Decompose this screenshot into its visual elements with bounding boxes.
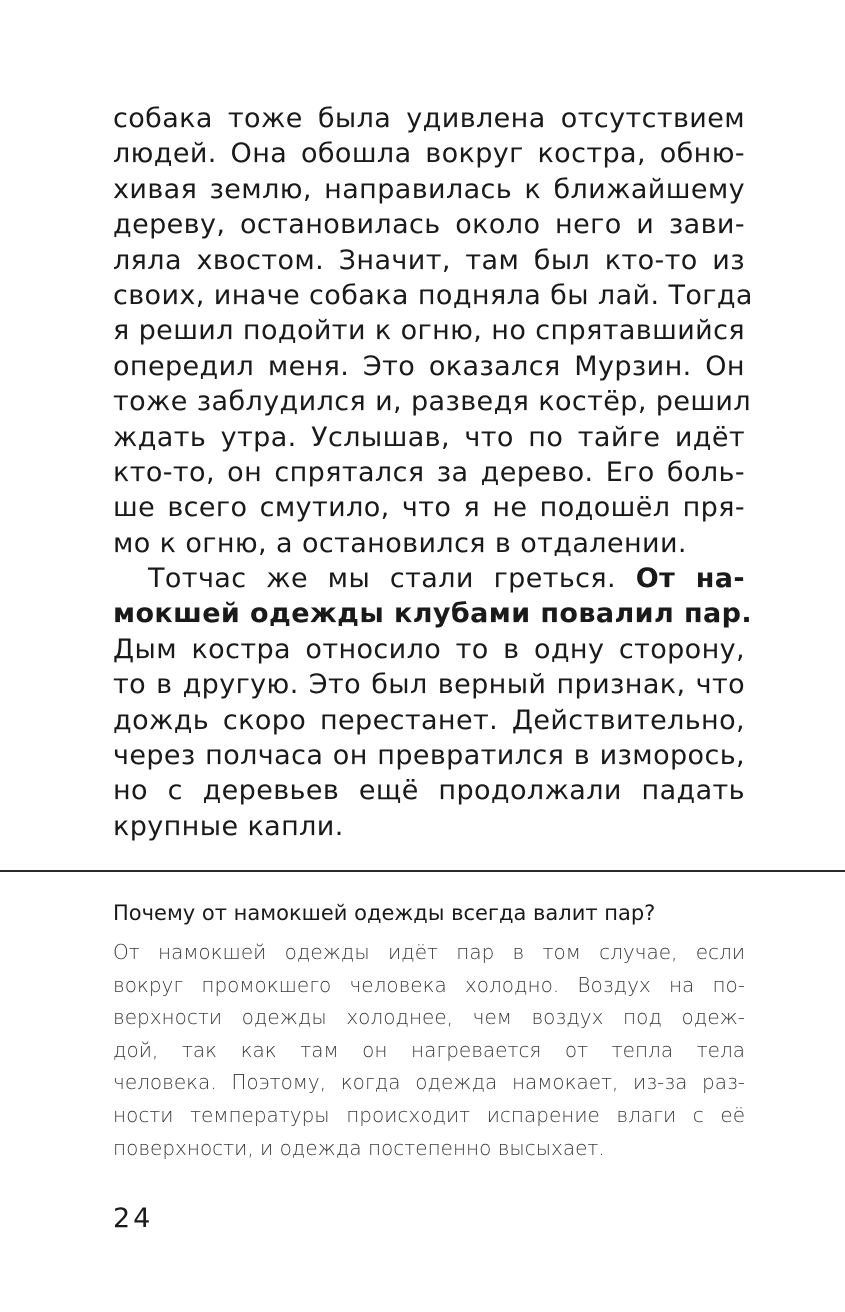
section-divider — [0, 870, 845, 872]
story-line: кто-то, он спрятался за дерево. Его боль- — [113, 456, 745, 488]
story-line: ждать утра. Услышав, что по тайге идёт — [113, 421, 745, 453]
story-line: Дым костра относило то в одну сторону, — [113, 633, 745, 665]
story-line: людей. Она обошла вокруг костра, обню- — [113, 138, 745, 170]
story-line: но с деревьев ещё продолжали падать — [113, 775, 745, 807]
infobox-line: ности температуры происходит испарение влаги с её — [113, 1102, 745, 1127]
story-line-bold: мокшей одежды клубами повалил пар. — [113, 598, 753, 630]
story-text-bold: От на- — [635, 563, 745, 595]
story-line: дереву, остановилась около него и зави- — [113, 209, 745, 241]
story-line: опередил меня. Это оказался Мурзин. Он — [113, 350, 745, 382]
story-line: через полчаса он превратился в изморось, — [113, 740, 745, 772]
story-line: ше всего смутило, что я не подошёл пря- — [113, 492, 745, 524]
story-line — [113, 561, 745, 596]
infobox-line: дой, так как там он нагревается от тепла тела — [113, 1037, 745, 1062]
story-text-plain: Тотчас же мы стали греться. — [148, 563, 636, 595]
story-line: ляла хвостом. Значит, там был кто-то из — [113, 244, 745, 276]
infobox-line: верхности одежды холоднее, чем воздух под одеж- — [113, 1005, 745, 1030]
story-line: своих, иначе собака подняла бы лай. Тогда — [113, 279, 753, 311]
story-line: мо к огню, а остановился в отдалении. — [113, 527, 687, 559]
story-line: я решил подойти к огню, но спрятавшийся — [113, 315, 745, 347]
story-line: хивая землю, направилась к ближайшему — [113, 173, 745, 205]
story-line: то в другую. Это был верный признак, что — [113, 669, 745, 701]
story-text — [113, 101, 753, 844]
infobox-answer — [113, 936, 745, 1164]
infobox-question: Почему от намокшей одежды всегда валит пар? — [113, 901, 656, 925]
story-line: тоже заблудился и, разведя костёр, решил — [113, 386, 752, 418]
infobox-line: человека. Поэтому, когда одежда намокает, из-за раз- — [113, 1070, 745, 1095]
page-number: 24 — [113, 1203, 154, 1234]
infobox-line: поверхности, и одежда постепенно высыхает. — [113, 1135, 605, 1160]
infobox-line: вокруг промокшего человека холодно. Воздух на по- — [113, 972, 745, 997]
infobox-line: От намокшей одежды идёт пар в том случае, если — [113, 940, 745, 964]
story-line: крупные капли. — [113, 810, 344, 842]
story-line: собака тоже была удивлена отсутствием — [113, 103, 745, 134]
story-line: дождь скоро перестанет. Действительно, — [113, 704, 745, 736]
